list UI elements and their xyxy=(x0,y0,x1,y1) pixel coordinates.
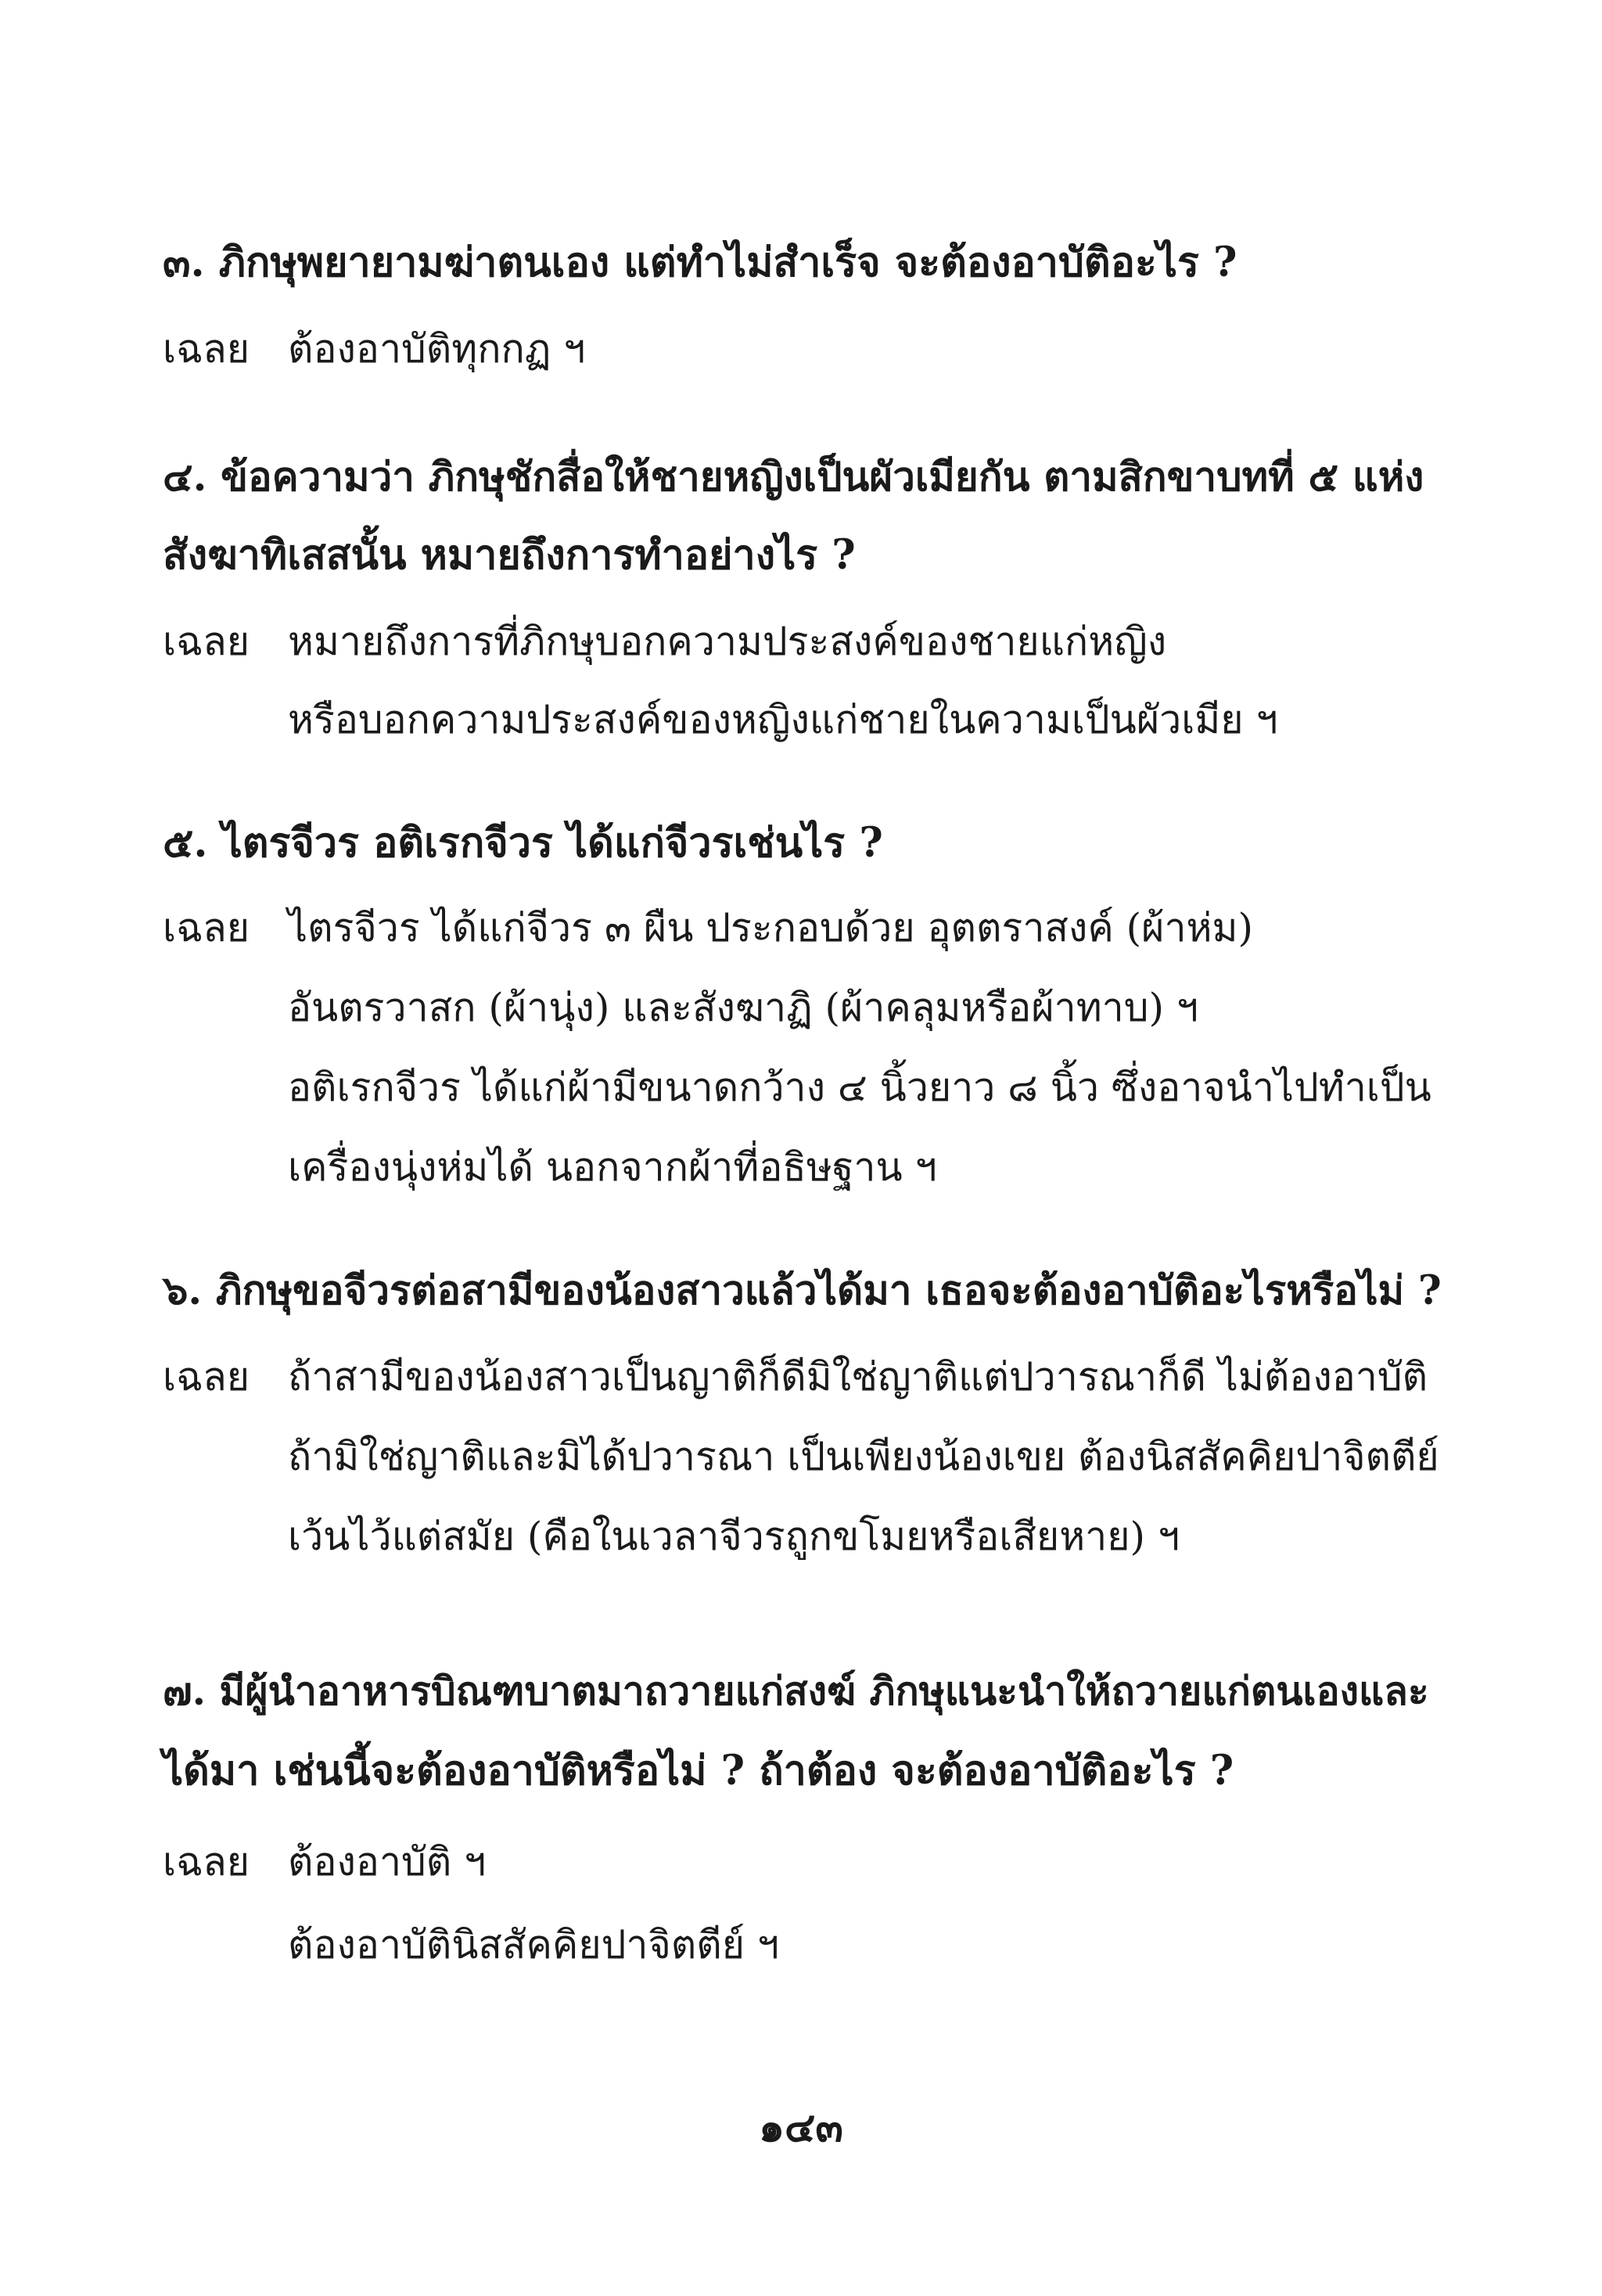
answer-6-line-2: ถ้ามิใช่ญาติและมิได้ปวารณา เป็นเพียงน้องเขย ต้องนิสสัคคิยปาจิตตีย์ xyxy=(288,1434,1439,1479)
question-3: ๓. ภิกษุพยายามฆ่าตนเอง แต่ทำไม่สำเร็จ จะต้องอาบัติอะไร ? xyxy=(163,239,1237,286)
answer-4-line-1: หมายถึงการที่ภิกษุบอกความประสงค์ของชายแก่หญิง xyxy=(288,619,1167,664)
question-6: ๖. ภิกษุขอจีวรต่อสามีของน้องสาวแล้วได้มา เธอจะต้องอาบัติอะไรหรือไม่ ? xyxy=(163,1267,1442,1314)
question-7-line-2: ได้มา เช่นนี้จะต้องอาบัติหรือไม่ ? ถ้าต้อง จะต้องอาบัติอะไร ? xyxy=(163,1747,1234,1795)
answer-3-line-1: ต้องอาบัติทุกกฏ ฯ xyxy=(288,326,586,372)
answer-label-4: เฉลย xyxy=(163,619,250,664)
question-5: ๕. ไตรจีวร อติเรกจีวร ได้แก่จีวรเช่นไร ? xyxy=(163,819,883,867)
answer-7-line-1: ต้องอาบัติ ฯ xyxy=(288,1839,487,1885)
answer-7-line-2: ต้องอาบัตินิสสัคคิยปาจิตตีย์ ฯ xyxy=(288,1922,779,1967)
answer-4-line-2: หรือบอกความประสงค์ของหญิงแก่ชายในความเป็นผัวเมีย ฯ xyxy=(288,697,1278,742)
answer-6-line-1: ถ้าสามีของน้องสาวเป็นญาติก็ดีมิใช่ญาติแต่ปวารณาก็ดี ไม่ต้องอาบัติ xyxy=(288,1354,1428,1400)
question-4-line-1: ๔. ข้อความว่า ภิกษุชักสื่อให้ชายหญิงเป็นผัวเมียกัน ตามสิกขาบทที่ ๕ แห่ง xyxy=(163,454,1424,501)
answer-label-7: เฉลย xyxy=(163,1839,250,1885)
page-number: ๑๔๓ xyxy=(759,2104,843,2151)
answer-6-line-3: เว้นไว้แต่สมัย (คือในเวลาจีวรถูกขโมยหรือเสียหาย) ฯ xyxy=(288,1514,1180,1559)
answer-label-6: เฉลย xyxy=(163,1354,250,1400)
answer-5-line-4: เครื่องนุ่งห่มได้ นอกจากผ้าที่อธิษฐาน ฯ xyxy=(288,1144,937,1190)
question-4-line-2: สังฆาทิเสสนั้น หมายถึงการทำอย่างไร ? xyxy=(163,531,856,579)
answer-label-5: เฉลย xyxy=(163,905,250,950)
answer-label-3: เฉลย xyxy=(163,326,250,372)
question-7-line-1: ๗. มีผู้นำอาหารบิณฑบาตมาถวายแก่สงฆ์ ภิกษุแนะนำให้ถวายแก่ตนเองและ xyxy=(163,1668,1429,1714)
answer-5-line-1: ไตรจีวร ได้แก่จีวร ๓ ผืน ประกอบด้วย อุตตราสงค์ (ผ้าห่ม) xyxy=(288,905,1253,950)
answer-5-line-2: อันตรวาสก (ผ้านุ่ง) และสังฆาฏิ (ผ้าคลุมหรือผ้าทาบ) ฯ xyxy=(288,985,1198,1030)
answer-5-line-3: อติเรกจีวร ได้แก่ผ้ามีขนาดกว้าง ๔ นิ้วยาว ๘ นิ้ว ซึ่งอาจนำไปทำเป็น xyxy=(288,1065,1431,1110)
